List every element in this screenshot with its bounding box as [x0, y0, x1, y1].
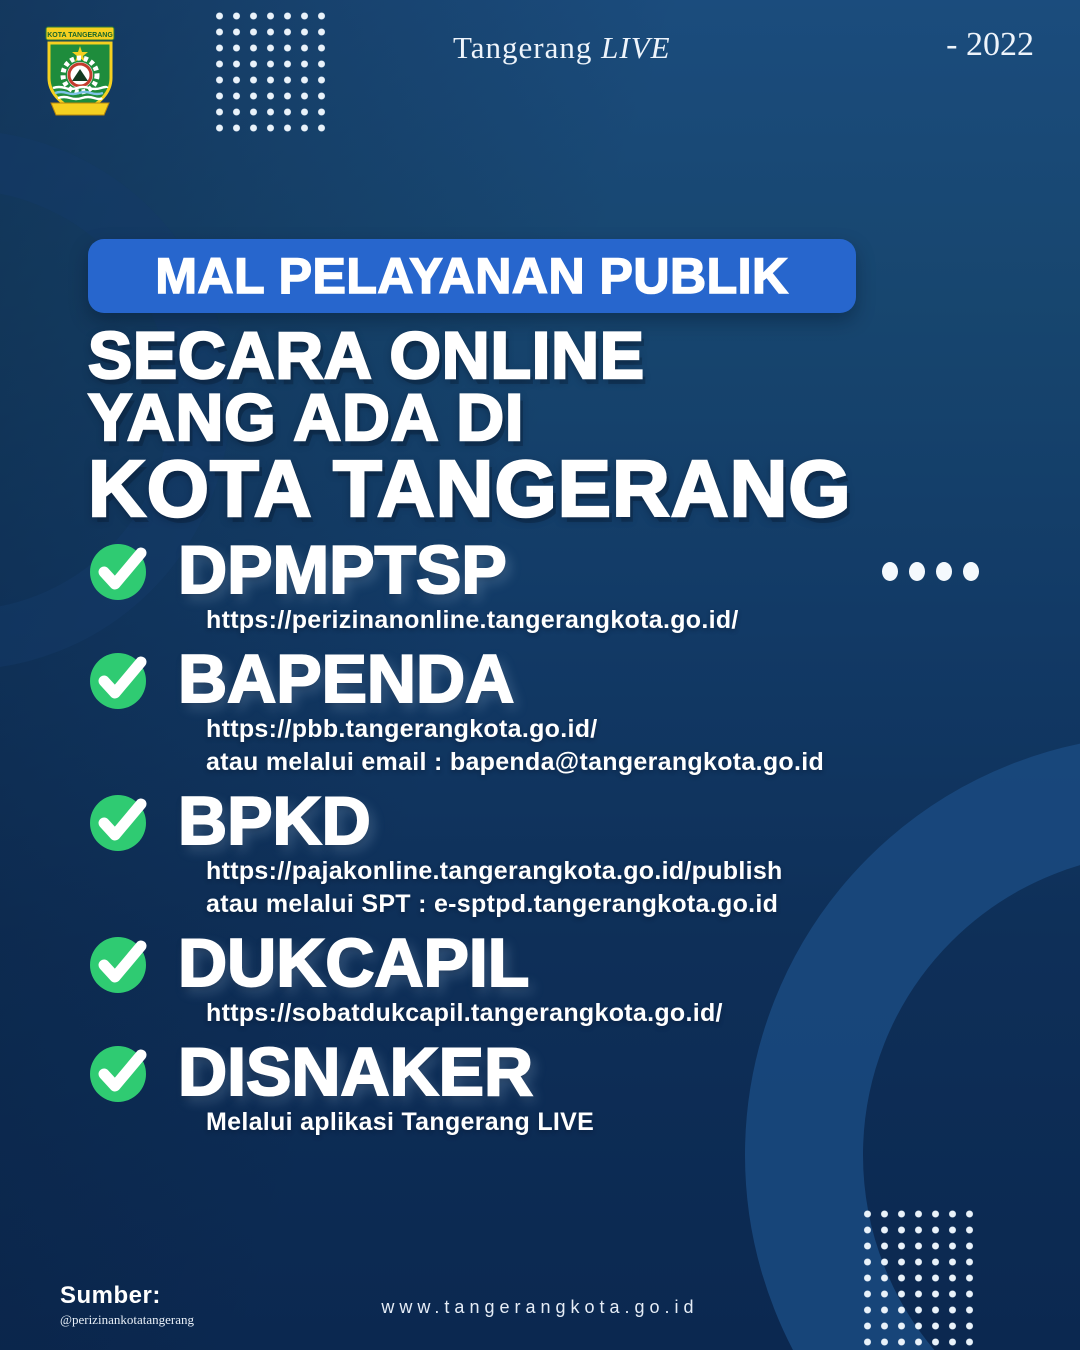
service-name: BPKD: [178, 783, 371, 859]
service-name: DPMPTSP: [178, 532, 507, 608]
service-list: [88, 532, 1018, 1139]
title-badge-text: MAL PELAYANAN PUBLIK: [155, 248, 789, 304]
service-name: DISNAKER: [178, 1034, 534, 1110]
check-icon: [88, 647, 152, 711]
check-icon: [88, 789, 152, 853]
check-icon: [88, 1040, 152, 1104]
service-note: atau melalui email : bapenda@tangerangkota.go.id: [206, 748, 825, 776]
service-item-disnaker: [88, 1034, 1018, 1139]
check-icon: [88, 931, 152, 995]
title-badge: [88, 239, 856, 313]
dot-grid-bottom: [859, 1206, 978, 1349]
service-note: atau melalui SPT : e-sptpd.tangerangkota.go.id: [206, 890, 779, 918]
service-item-bapenda: [88, 641, 1018, 779]
service-name: BAPENDA: [178, 641, 515, 717]
service-url: https://perizinanonline.tangerangkota.go.id/: [206, 606, 739, 634]
headline-line-3: KOTA TANGERANG: [88, 444, 852, 533]
service-note: Melalui aplikasi Tangerang LIVE: [206, 1108, 595, 1136]
website-url: www.tangerangkota.go.id: [381, 1297, 699, 1317]
service-url: https://sobatdukcapil.tangerangkota.go.id/: [206, 999, 723, 1027]
service-name: DUKCAPIL: [178, 925, 530, 1001]
headline: [88, 318, 852, 533]
four-dots-decoration: [882, 562, 979, 581]
source-handle: @perizinankotatangerang: [60, 1312, 194, 1327]
app-brand-title: [453, 30, 671, 66]
service-item-bpkd: [88, 783, 1018, 921]
check-icon: [88, 538, 152, 602]
brand-regular: Tangerang: [453, 30, 593, 65]
headline-line-2: YANG ADA DI: [88, 380, 525, 454]
service-item-dpmptsp: [88, 532, 1018, 637]
brand-italic: LIVE: [601, 30, 671, 65]
service-item-dukcapil: [88, 925, 1018, 1030]
kota-tangerang-logo: [38, 26, 122, 125]
headline-line-1: SECARA ONLINE: [88, 318, 645, 392]
year-label: - 2022: [946, 26, 1034, 63]
dot-grid-top: [211, 8, 330, 134]
source-label: Sumber:: [60, 1282, 161, 1309]
city-crest-icon: [38, 26, 122, 120]
service-url: https://pajakonline.tangerangkota.go.id/publish: [206, 857, 783, 885]
logo-caption: KOTA TANGERANG: [47, 32, 113, 39]
service-url: https://pbb.tangerangkota.go.id/: [206, 715, 598, 743]
